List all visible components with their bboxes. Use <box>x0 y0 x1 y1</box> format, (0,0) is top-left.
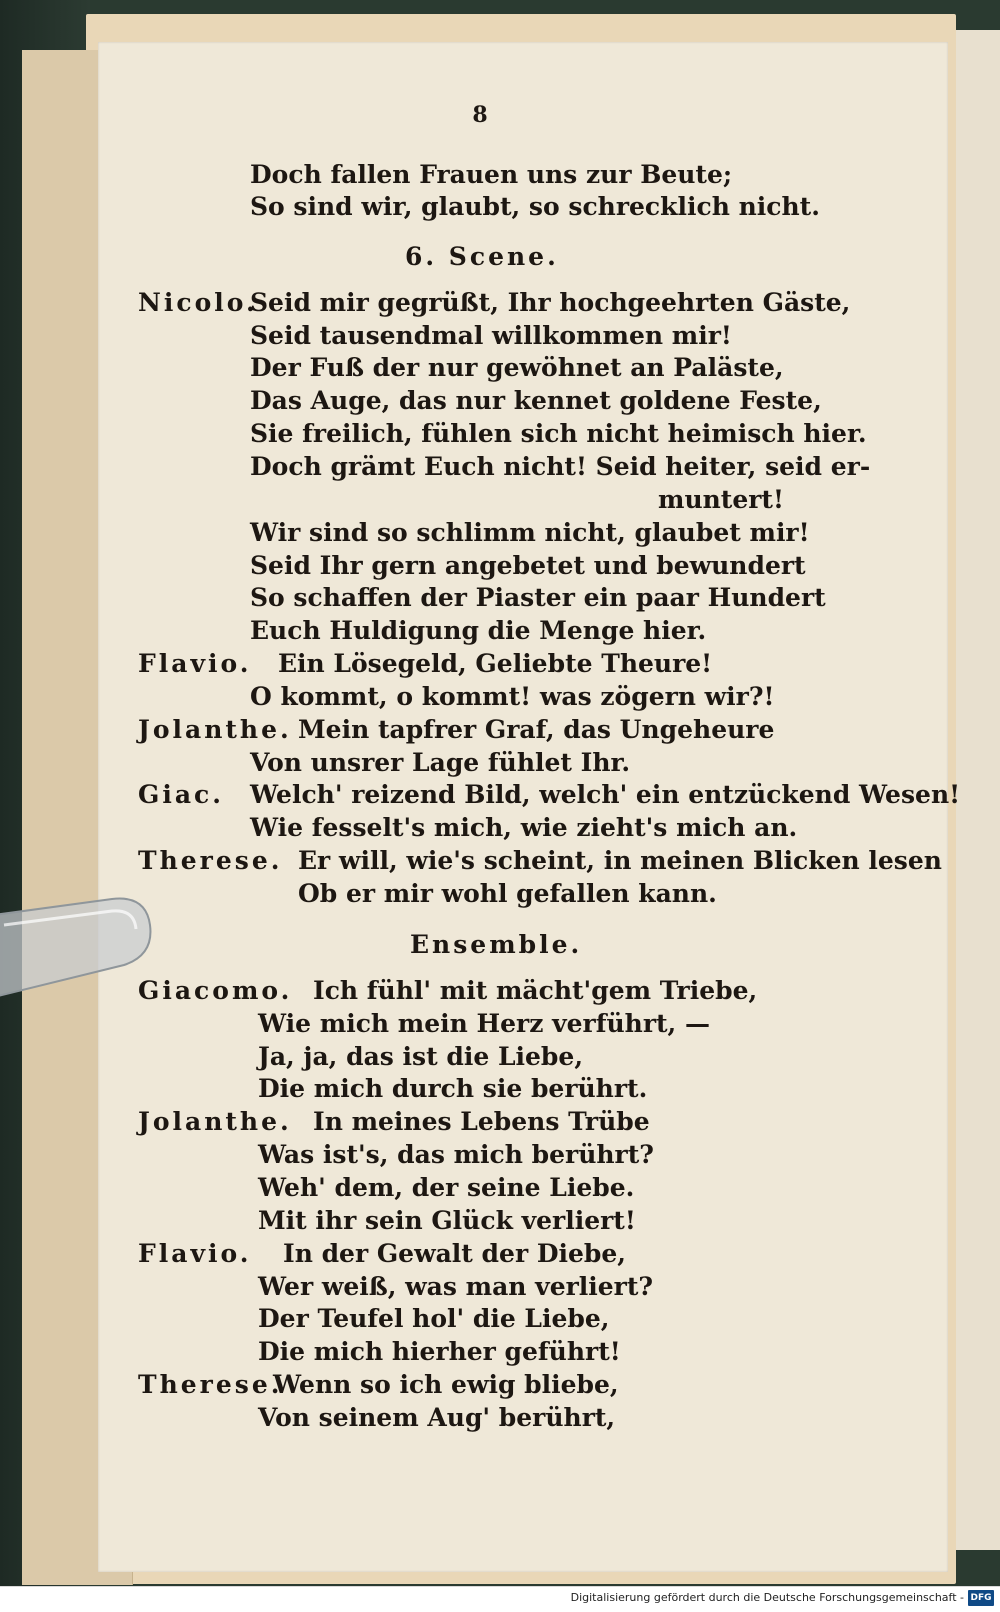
text-line: In meines Lebens Trübe <box>313 1107 650 1136</box>
text-line: Von seinem Aug' berührt, <box>258 1403 616 1432</box>
text-line: Wer weiß, was man verliert? <box>258 1272 654 1301</box>
text-line: Wie mich mein Herz verführt, — <box>258 1009 710 1038</box>
page-text <box>98 42 961 1572</box>
text-line: Seid Ihr gern angebetet und bewundert <box>250 551 806 580</box>
footer-credit: Digitalisierung gefördert durch die Deutsche Forschungsgemeinschaft - <box>570 1591 964 1604</box>
text-line: Das Auge, das nur kennet goldene Feste, <box>250 386 822 415</box>
text-line: Er will, wie's scheint, in meinen Blicken lesen <box>298 846 942 875</box>
speaker-name: Jolanthe. <box>138 1107 292 1136</box>
speaker-name: Giacomo. <box>138 976 293 1005</box>
book-page <box>98 42 961 1572</box>
text-line: Ein Lösegeld, Geliebte Theure! <box>278 649 713 678</box>
speaker-name: Giac. <box>138 780 224 809</box>
speaker-name: Therese. <box>138 1370 283 1399</box>
text-line: Mein tapfrer Graf, das Ungeheure <box>298 715 775 744</box>
scene-heading: 6. Scene. <box>405 242 559 271</box>
text-line: Der Teufel hol' die Liebe, <box>258 1304 610 1333</box>
text-line: Wenn so ich ewig bliebe, <box>273 1370 619 1399</box>
text-line: In der Gewalt der Diebe, <box>283 1239 626 1268</box>
text-line: Mit ihr sein Glück verliert! <box>258 1206 636 1235</box>
page-number: 8 <box>472 102 488 128</box>
text-line: Doch grämt Euch nicht! Seid heiter, seid er- <box>250 452 871 481</box>
dfg-logo: DFG <box>968 1590 994 1606</box>
text-line: Wir sind so schlimm nicht, glaubet mir! <box>250 518 810 547</box>
speaker-name: Jolanthe. <box>138 715 292 744</box>
speaker-name: Therese. <box>138 846 283 875</box>
text-line: Doch fallen Frauen uns zur Beute; <box>250 160 733 189</box>
text-line: Von unsrer Lage fühlet Ihr. <box>250 748 631 777</box>
text-line: Seid mir gegrüßt, Ihr hochgeehrten Gäste, <box>250 288 851 317</box>
text-line: Wie fesselt's mich, wie zieht's mich an. <box>250 813 798 842</box>
book-clip-holder <box>0 895 154 1005</box>
text-line: Der Fuß der nur gewöhnet an Paläste, <box>250 353 784 382</box>
text-line: O kommt, o kommt! was zögern wir?! <box>250 682 775 711</box>
text-line: Ich fühl' mit mächt'gem Triebe, <box>313 976 758 1005</box>
text-line: Weh' dem, der seine Liebe. <box>258 1173 635 1202</box>
text-line: Sie freilich, fühlen sich nicht heimisch hier. <box>250 419 867 448</box>
text-line: Was ist's, das mich berührt? <box>258 1140 654 1169</box>
text-line: Seid tausendmal willkommen mir! <box>250 321 732 350</box>
speaker-name: Nicolo. <box>138 288 258 317</box>
text-line: Die mich durch sie berührt. <box>258 1074 648 1103</box>
text-line: muntert! <box>658 485 784 514</box>
text-line: Ob er mir wohl gefallen kann. <box>298 879 717 908</box>
text-line: Die mich hierher geführt! <box>258 1337 621 1366</box>
text-line: So schaffen der Piaster ein paar Hundert <box>250 583 826 612</box>
adjacent-page-edge <box>955 30 1000 1550</box>
text-line: Euch Huldigung die Menge hier. <box>250 616 707 645</box>
speaker-name: Flavio. <box>138 1239 252 1268</box>
footer-bar <box>0 1586 1000 1612</box>
text-line: Welch' reizend Bild, welch' ein entzückend Wesen! <box>250 780 961 809</box>
speaker-name: Flavio. <box>138 649 252 678</box>
text-line: Ja, ja, das ist die Liebe, <box>258 1042 584 1071</box>
ensemble-heading: Ensemble. <box>410 930 583 959</box>
text-line: So sind wir, glaubt, so schrecklich nicht. <box>250 192 820 221</box>
